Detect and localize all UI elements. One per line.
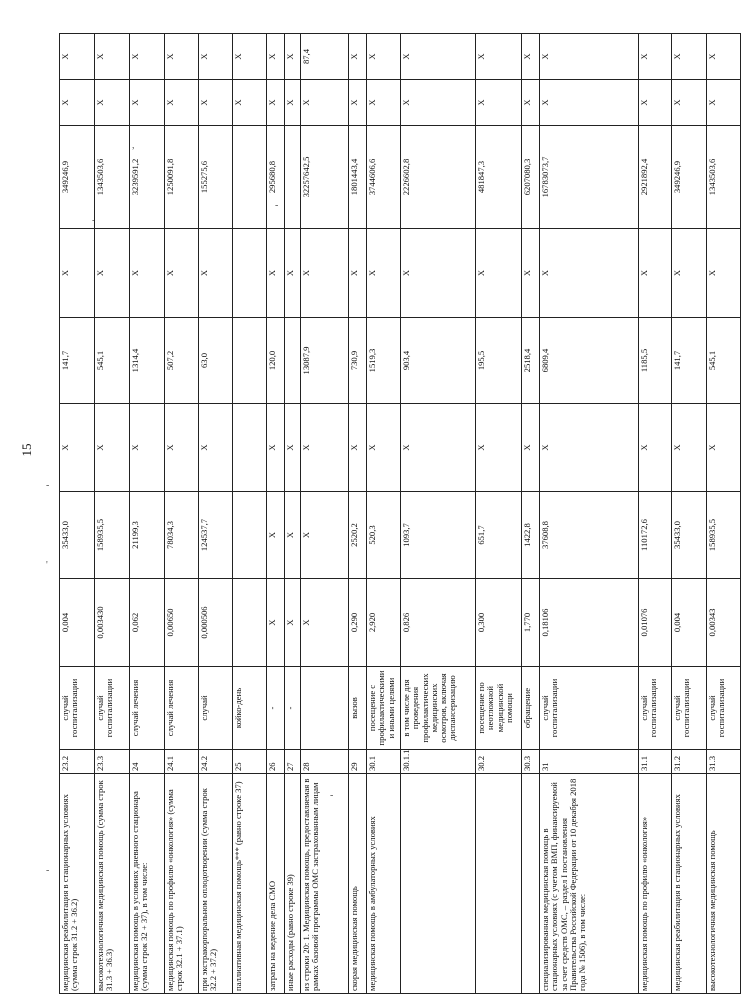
unit-cell: случай госпитализации — [639, 667, 672, 750]
budget-per-capita-cell: X — [707, 404, 741, 492]
budget-per-capita-cell: X — [95, 404, 130, 492]
row-number-cell: 28 — [301, 750, 349, 774]
volume-cell: 0,300 — [476, 579, 522, 667]
row-number-cell: 27 — [285, 750, 301, 774]
percent-cell: X — [672, 34, 707, 80]
budget-per-capita-cell: X — [476, 404, 522, 492]
row-name-cell — [522, 774, 540, 994]
cost-per-unit-cell: 2520,2 — [349, 492, 367, 579]
cost-per-unit-cell: 520,3 — [367, 492, 401, 579]
row-name-cell: специализированная медицинская помощь в стационарных условиях (с учетом ВМП, финансируемой за счет средств ОМС, – раздел I постановления Правительства Российской Федерации от 10 декабря 2018 года № 1506), в том числе: — [540, 774, 639, 994]
row-number-cell: 24.1 — [165, 750, 199, 774]
budget-total-cell: X — [639, 229, 672, 318]
unit-cell: - — [267, 667, 285, 750]
cost-per-unit-cell: 158935,5 — [95, 492, 130, 579]
row-number-cell: 30.1.1 — [401, 750, 476, 774]
budget-per-capita-cell: X — [540, 404, 639, 492]
volume-cell: 0,003430 — [95, 579, 130, 667]
table-row — [540, 34, 639, 994]
oms-per-capita-cell: 903,4 — [401, 318, 476, 404]
row-number-cell: 29 — [349, 750, 367, 774]
row-number-cell: 31 — [540, 750, 639, 774]
row-number-cell: 30.2 — [476, 750, 522, 774]
oms-total-cell: 32257642,5 — [301, 126, 349, 229]
budget-total-cell: X — [60, 229, 95, 318]
budget-total-cell: X — [301, 229, 349, 318]
row-name-cell: при экстракорпоральном оплодотворении (сумма строк 32.2 + 37.2) — [199, 774, 233, 994]
scan-mark: - — [46, 865, 50, 876]
oms-per-capita-cell: 141,7 — [60, 318, 95, 404]
oms-per-capita-cell: 13087,9 — [301, 318, 349, 404]
table-row — [367, 34, 401, 994]
oms-total-cell: 1343503,6 — [707, 126, 741, 229]
oms-total-cell: 1343503,6 — [95, 126, 130, 229]
total-cell: X — [233, 80, 267, 126]
table-row — [672, 34, 707, 994]
row-name-cell: медицинская помощь в условиях дневного стационара (сумма строк 32 + 37), в том числе: — [130, 774, 165, 994]
budget-per-capita-cell — [233, 404, 267, 492]
oms-total-cell: 6207080,3 — [522, 126, 540, 229]
budget-per-capita-cell: X — [672, 404, 707, 492]
cost-per-unit-cell: 78034,3 — [165, 492, 199, 579]
oms-total-cell: 2226602,8 — [401, 126, 476, 229]
cost-per-unit-cell: X — [285, 492, 301, 579]
cost-per-unit-cell: 1422,8 — [522, 492, 540, 579]
budget-per-capita-cell: X — [367, 404, 401, 492]
volume-cell: X — [301, 579, 349, 667]
unit-cell: обращение — [522, 667, 540, 750]
unit-cell: случай лечения — [165, 667, 199, 750]
row-name-cell — [401, 774, 476, 994]
cost-per-unit-cell: 37608,8 — [540, 492, 639, 579]
volume-cell: 0,18106 — [540, 579, 639, 667]
percent-cell: 87,4 — [301, 34, 349, 80]
unit-cell: случай — [199, 667, 233, 750]
unit-cell: посещение с профилактическими и иными целями — [367, 667, 401, 750]
row-number-cell: 23.2 — [60, 750, 95, 774]
cost-per-unit-cell: X — [267, 492, 285, 579]
oms-per-capita-cell: 2518,4 — [522, 318, 540, 404]
cost-per-unit-cell — [233, 492, 267, 579]
oms-total-cell: 1250091,8 — [165, 126, 199, 229]
volume-cell: 0,004 — [672, 579, 707, 667]
total-cell: X — [301, 80, 349, 126]
volume-cell: 2,920 — [367, 579, 401, 667]
cost-per-unit-cell: 35433,0 — [672, 492, 707, 579]
total-cell: X — [401, 80, 476, 126]
budget-per-capita-cell: X — [349, 404, 367, 492]
volume-cell: 0,00650 — [165, 579, 199, 667]
volume-cell: 0,01076 — [639, 579, 672, 667]
table-row — [301, 34, 349, 994]
budget-per-capita-cell: X — [199, 404, 233, 492]
percent-cell: X — [60, 34, 95, 80]
table-row — [199, 34, 233, 994]
cost-per-unit-cell: X — [301, 492, 349, 579]
table-body — [60, 34, 741, 994]
row-name-cell: паллиативная медицинская помощь*** (равно строке 37) — [233, 774, 267, 994]
cost-per-unit-cell: 158935,5 — [707, 492, 741, 579]
oms-per-capita-cell: 63,0 — [199, 318, 233, 404]
budget-per-capita-cell: X — [285, 404, 301, 492]
total-cell: X — [367, 80, 401, 126]
cost-per-unit-cell: 124537,7 — [199, 492, 233, 579]
oms-total-cell: 3239591,2 — [130, 126, 165, 229]
unit-cell: случай госпитализации — [672, 667, 707, 750]
row-name-cell: высокотехнологичная медицинская помощь (сумма строк 31.3 + 36.3) — [95, 774, 130, 994]
row-number-cell: 31.3 — [707, 750, 741, 774]
volume-cell: 1,770 — [522, 579, 540, 667]
oms-per-capita-cell: 1519,3 — [367, 318, 401, 404]
scan-mark: - — [330, 790, 334, 801]
budget-total-cell: X — [130, 229, 165, 318]
oms-per-capita-cell: 6809,4 — [540, 318, 639, 404]
unit-cell: посещение по неотложной медицинской помощи — [476, 667, 522, 750]
oms-per-capita-cell: 730,9 — [349, 318, 367, 404]
oms-total-cell: 349246,9 — [672, 126, 707, 229]
table-row — [233, 34, 267, 994]
scan-mark: ' — [46, 560, 48, 571]
unit-cell: случай лечения — [130, 667, 165, 750]
row-number-cell: 24.2 — [199, 750, 233, 774]
volume-cell: 0,826 — [401, 579, 476, 667]
table-row — [60, 34, 95, 994]
percent-cell: X — [267, 34, 285, 80]
medical-care-financing-table — [59, 33, 741, 994]
oms-total-cell: 481847,3 — [476, 126, 522, 229]
total-cell: X — [639, 80, 672, 126]
total-cell: X — [349, 80, 367, 126]
cost-per-unit-cell: 35433,0 — [60, 492, 95, 579]
row-name-cell: затраты на ведение дела СМО — [267, 774, 285, 994]
percent-cell: X — [522, 34, 540, 80]
oms-per-capita-cell — [285, 318, 301, 404]
budget-total-cell: X — [165, 229, 199, 318]
table-row — [349, 34, 367, 994]
volume-cell: 0,00343 — [707, 579, 741, 667]
percent-cell: X — [367, 34, 401, 80]
unit-cell — [301, 667, 349, 750]
oms-total-cell: 16783073,7 — [540, 126, 639, 229]
volume-cell: 0,004 — [60, 579, 95, 667]
row-number-cell: 31.1 — [639, 750, 672, 774]
total-cell: X — [540, 80, 639, 126]
percent-cell: X — [130, 34, 165, 80]
oms-per-capita-cell: 120,0 — [267, 318, 285, 404]
volume-cell: 0,000506 — [199, 579, 233, 667]
cost-per-unit-cell: 651,7 — [476, 492, 522, 579]
budget-total-cell: X — [199, 229, 233, 318]
total-cell: X — [672, 80, 707, 126]
oms-total-cell: 1801443,4 — [349, 126, 367, 229]
row-number-cell: 31.2 — [672, 750, 707, 774]
row-number-cell: 26 — [267, 750, 285, 774]
scan-mark: , — [132, 140, 135, 151]
oms-per-capita-cell: 545,1 — [707, 318, 741, 404]
table-row — [639, 34, 672, 994]
oms-per-capita-cell — [233, 318, 267, 404]
percent-cell: X — [199, 34, 233, 80]
oms-total-cell: 349246,9 — [60, 126, 95, 229]
total-cell: X — [522, 80, 540, 126]
oms-per-capita-cell: 1185,5 — [639, 318, 672, 404]
volume-cell: X — [267, 579, 285, 667]
scan-mark: - — [92, 215, 96, 226]
cost-per-unit-cell: 1093,7 — [401, 492, 476, 579]
oms-total-cell — [233, 126, 267, 229]
total-cell: X — [267, 80, 285, 126]
table-row — [476, 34, 522, 994]
total-cell: X — [95, 80, 130, 126]
budget-per-capita-cell: X — [60, 404, 95, 492]
unit-cell: случай госпитализации — [95, 667, 130, 750]
table-row — [165, 34, 199, 994]
unit-cell: в том числе для проведения профилактических медицинских осмотров, включая диспансеризацию — [401, 667, 476, 750]
row-name-cell: медицинская помощь по профилю «онкология» — [639, 774, 672, 994]
percent-cell: X — [233, 34, 267, 80]
row-name-cell — [476, 774, 522, 994]
budget-per-capita-cell: X — [301, 404, 349, 492]
row-name-cell: скорая медицинская помощь — [349, 774, 367, 994]
unit-cell: вызов — [349, 667, 367, 750]
table-row — [130, 34, 165, 994]
row-name-cell: медицинская помощь в амбулаторных условиях — [367, 774, 401, 994]
budget-total-cell: X — [95, 229, 130, 318]
percent-cell: X — [285, 34, 301, 80]
budget-total-cell: X — [267, 229, 285, 318]
budget-total-cell — [233, 229, 267, 318]
cost-per-unit-cell: 110172,6 — [639, 492, 672, 579]
table-row — [401, 34, 476, 994]
row-name-cell: высокотехнологичная медицинская помощь — [707, 774, 741, 994]
row-name-cell: из строки 20: 1. Медицинская помощь, предоставляемая в рамках базовой программы ОМС застрахованным лицам — [301, 774, 349, 994]
scan-mark: - — [46, 480, 50, 491]
oms-total-cell: 295680,8 — [267, 126, 285, 229]
table-row — [95, 34, 130, 994]
budget-per-capita-cell: X — [401, 404, 476, 492]
oms-per-capita-cell: 195,5 — [476, 318, 522, 404]
volume-cell: 0,290 — [349, 579, 367, 667]
percent-cell: X — [707, 34, 741, 80]
budget-total-cell: X — [285, 229, 301, 318]
budget-total-cell: X — [401, 229, 476, 318]
cost-per-unit-cell: 21199,3 — [130, 492, 165, 579]
oms-per-capita-cell: 1314,4 — [130, 318, 165, 404]
page-number: 15 — [19, 443, 34, 457]
total-cell: X — [199, 80, 233, 126]
row-number-cell: 24 — [130, 750, 165, 774]
percent-cell: X — [540, 34, 639, 80]
oms-per-capita-cell: 545,1 — [95, 318, 130, 404]
budget-total-cell: X — [672, 229, 707, 318]
row-number-cell: 30.3 — [522, 750, 540, 774]
percent-cell: X — [165, 34, 199, 80]
budget-total-cell: X — [349, 229, 367, 318]
percent-cell: X — [639, 34, 672, 80]
scan-mark: - — [275, 200, 279, 211]
oms-total-cell: 2921892,4 — [639, 126, 672, 229]
percent-cell: X — [349, 34, 367, 80]
budget-per-capita-cell: X — [639, 404, 672, 492]
row-number-cell: 25 — [233, 750, 267, 774]
oms-total-cell: 3744606,6 — [367, 126, 401, 229]
oms-per-capita-cell: 507,2 — [165, 318, 199, 404]
total-cell: X — [476, 80, 522, 126]
row-name-cell: медицинская помощь по профилю «онкология» (сумма строк 32.1 + 37.1) — [165, 774, 199, 994]
budget-per-capita-cell: X — [165, 404, 199, 492]
total-cell: X — [165, 80, 199, 126]
row-number-cell: 23.3 — [95, 750, 130, 774]
budget-per-capita-cell: X — [522, 404, 540, 492]
total-cell: X — [130, 80, 165, 126]
budget-total-cell: X — [707, 229, 741, 318]
percent-cell: X — [95, 34, 130, 80]
percent-cell: X — [476, 34, 522, 80]
volume-cell — [233, 579, 267, 667]
unit-cell: - — [285, 667, 301, 750]
table-row — [522, 34, 540, 994]
oms-total-cell: 155275,6 — [199, 126, 233, 229]
oms-per-capita-cell: 141,7 — [672, 318, 707, 404]
budget-total-cell: X — [522, 229, 540, 318]
rotated-table-region — [59, 34, 727, 994]
unit-cell: случай госпитализации — [540, 667, 639, 750]
budget-total-cell: X — [476, 229, 522, 318]
total-cell: X — [707, 80, 741, 126]
table-row — [707, 34, 741, 994]
budget-per-capita-cell: X — [267, 404, 285, 492]
row-name-cell: медицинская реабилитация в стационарных условиях (сумма строк 31.2 + 36.2) — [60, 774, 95, 994]
budget-total-cell: X — [367, 229, 401, 318]
table-row — [267, 34, 285, 994]
percent-cell: X — [401, 34, 476, 80]
volume-cell: X — [285, 579, 301, 667]
table-row — [285, 34, 301, 994]
row-number-cell: 30.1 — [367, 750, 401, 774]
oms-total-cell — [285, 126, 301, 229]
volume-cell: 0,062 — [130, 579, 165, 667]
row-name-cell: медицинская реабилитация в стационарных условиях — [672, 774, 707, 994]
unit-cell: случай госпитализации — [60, 667, 95, 750]
budget-total-cell: X — [540, 229, 639, 318]
total-cell: X — [60, 80, 95, 126]
budget-per-capita-cell: X — [130, 404, 165, 492]
total-cell: X — [285, 80, 301, 126]
unit-cell: койко-день — [233, 667, 267, 750]
unit-cell: случай госпитализации — [707, 667, 741, 750]
row-name-cell: иные расходы (равно строке 39) — [285, 774, 301, 994]
